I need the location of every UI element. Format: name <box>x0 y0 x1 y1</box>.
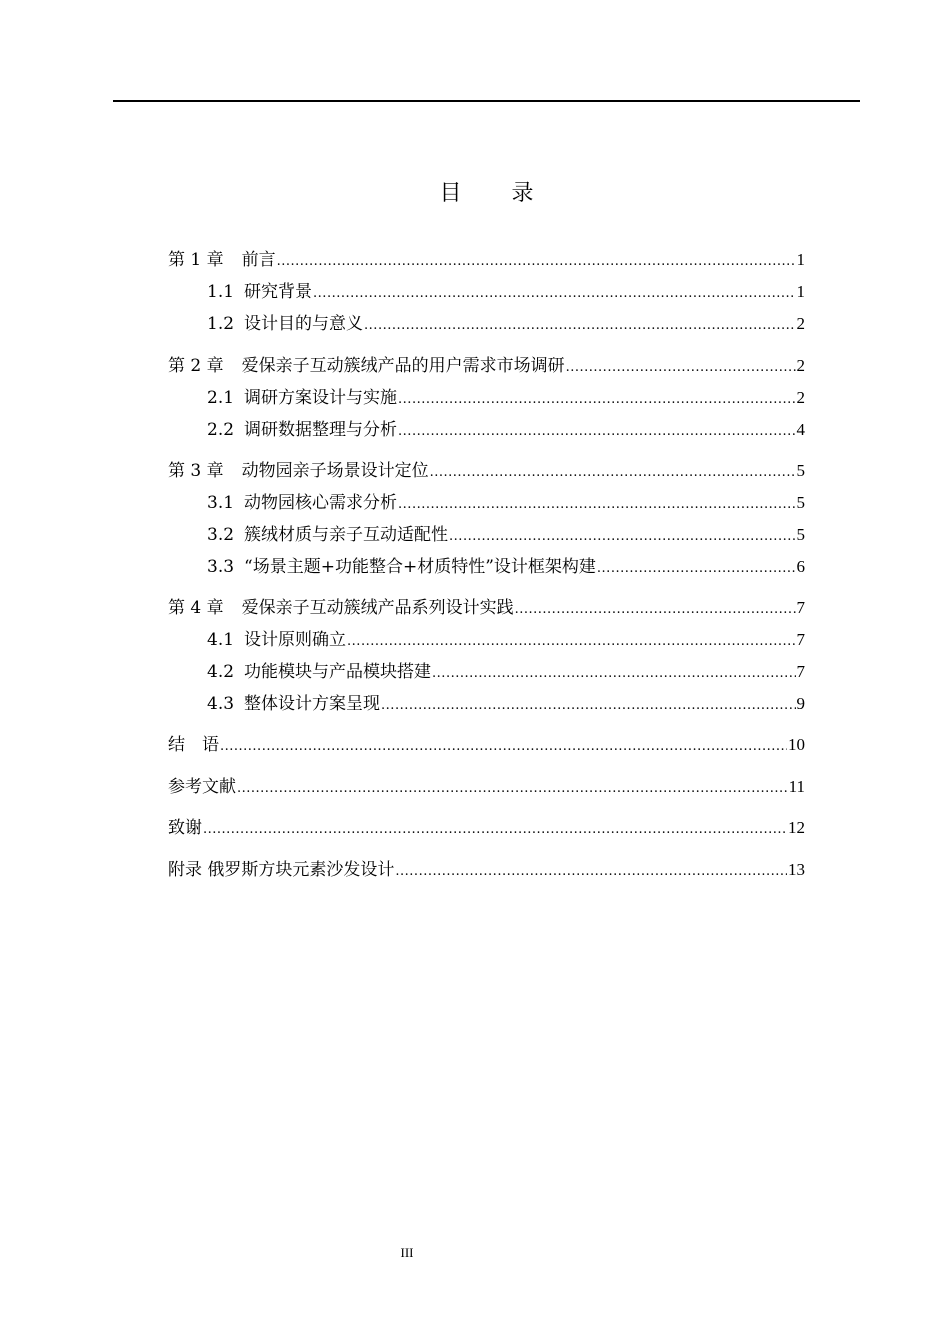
toc-entry-3-1[interactable] <box>207 491 805 515</box>
entry-label: 前言 <box>241 250 276 270</box>
dot-leader <box>277 250 796 274</box>
toc-entry-chapter-1[interactable] <box>168 248 805 272</box>
dot-leader <box>313 282 795 306</box>
page-number: III <box>400 1245 414 1260</box>
toc-entry-acknowledgements[interactable] <box>168 816 805 840</box>
entry-number: 1.2 <box>207 314 235 334</box>
entry-page-number: 7 <box>796 598 805 617</box>
entry-page-number: 1 <box>796 250 805 269</box>
entry-page-number: 12 <box>788 818 805 837</box>
toc-entry-chapter-2[interactable] <box>168 354 805 378</box>
entry-label: 致谢 <box>168 818 202 838</box>
entry-number: 4.3 <box>207 694 235 714</box>
entry-page-number: 5 <box>796 493 805 512</box>
entry-label: 调研数据整理与分析 <box>244 420 398 440</box>
dot-leader <box>398 388 795 412</box>
dot-leader <box>566 356 796 380</box>
dot-leader <box>515 598 796 622</box>
toc-entry-appendix[interactable] <box>168 858 805 882</box>
toc-entry-chapter-4[interactable] <box>168 596 805 620</box>
entry-label: 设计目的与意义 <box>244 314 364 334</box>
entry-label: 结 语 <box>168 735 219 755</box>
entry-number: 第 2 章 <box>168 356 224 376</box>
entry-number: 2.2 <box>207 420 235 440</box>
entry-page-number: 2 <box>796 388 805 407</box>
entry-page-number: 9 <box>796 694 805 713</box>
entry-page-number: 7 <box>796 630 805 649</box>
dot-leader <box>347 630 795 654</box>
toc-entry-1-1[interactable] <box>207 280 805 304</box>
entry-label: 研究背景 <box>244 282 313 302</box>
entry-label: 附录 俄罗斯方块元素沙发设计 <box>168 860 395 880</box>
entry-label: 动物园亲子场景设计定位 <box>241 461 429 481</box>
entry-label: 爱保亲子互动簇绒产品系列设计实践 <box>241 598 514 618</box>
dot-leader <box>432 662 795 686</box>
toc-list <box>168 0 805 1000</box>
entry-label: 调研方案设计与实施 <box>244 388 398 408</box>
dot-leader <box>398 420 795 444</box>
dot-leader <box>237 777 788 801</box>
entry-label: 簇绒材质与亲子互动适配性 <box>244 525 449 545</box>
toc-entry-1-2[interactable] <box>207 312 805 336</box>
toc-entry-4-3[interactable] <box>207 692 805 716</box>
dot-leader <box>364 314 795 338</box>
entry-number: 2.1 <box>207 388 235 408</box>
toc-entry-4-1[interactable] <box>207 628 805 652</box>
dot-leader <box>203 818 787 842</box>
dot-leader <box>220 735 787 759</box>
entry-page-number: 1 <box>796 282 805 301</box>
dot-leader <box>381 694 795 718</box>
dot-leader <box>430 461 796 485</box>
entry-page-number: 11 <box>788 777 805 796</box>
dot-leader <box>395 860 787 884</box>
toc-entry-2-1[interactable] <box>207 386 805 410</box>
toc-entry-3-3[interactable] <box>207 555 805 579</box>
entry-number: 3.2 <box>207 525 235 545</box>
entry-label: 爱保亲子互动簇绒产品的用户需求市场调研 <box>241 356 565 376</box>
dot-leader <box>398 493 795 517</box>
entry-number: 4.2 <box>207 662 235 682</box>
toc-title: 目 录 <box>439 181 536 206</box>
dot-leader <box>597 557 796 581</box>
entry-label: “场景主题+功能整合+材质特性”设计框架构建 <box>244 557 596 577</box>
toc-entry-3-2[interactable] <box>207 523 805 547</box>
entry-number: 第 1 章 <box>168 250 224 270</box>
entry-number: 3.1 <box>207 493 235 513</box>
entry-number: 第 3 章 <box>168 461 224 481</box>
toc-entry-4-2[interactable] <box>207 660 805 684</box>
toc-entry-chapter-3[interactable] <box>168 459 805 483</box>
entry-page-number: 2 <box>796 314 805 333</box>
entry-page-number: 2 <box>796 356 805 375</box>
dot-leader <box>449 525 795 549</box>
entry-page-number: 5 <box>796 525 805 544</box>
entry-label: 功能模块与产品模块搭建 <box>244 662 432 682</box>
entry-label: 动物园核心需求分析 <box>244 493 398 513</box>
entry-number: 3.3 <box>207 557 235 577</box>
entry-page-number: 5 <box>796 461 805 480</box>
entry-number: 1.1 <box>207 282 235 302</box>
entry-page-number: 7 <box>796 662 805 681</box>
entry-label: 设计原则确立 <box>244 630 347 650</box>
toc-entry-conclusion[interactable] <box>168 733 805 757</box>
entry-number: 第 4 章 <box>168 598 224 618</box>
entry-page-number: 10 <box>788 735 805 754</box>
entry-label: 参考文献 <box>168 777 236 797</box>
entry-page-number: 6 <box>796 557 805 576</box>
entry-page-number: 13 <box>788 860 805 879</box>
toc-entry-references[interactable] <box>168 775 805 799</box>
toc-entry-2-2[interactable] <box>207 418 805 442</box>
entry-page-number: 4 <box>796 420 805 439</box>
entry-number: 4.1 <box>207 630 235 650</box>
entry-label: 整体设计方案呈现 <box>244 694 381 714</box>
